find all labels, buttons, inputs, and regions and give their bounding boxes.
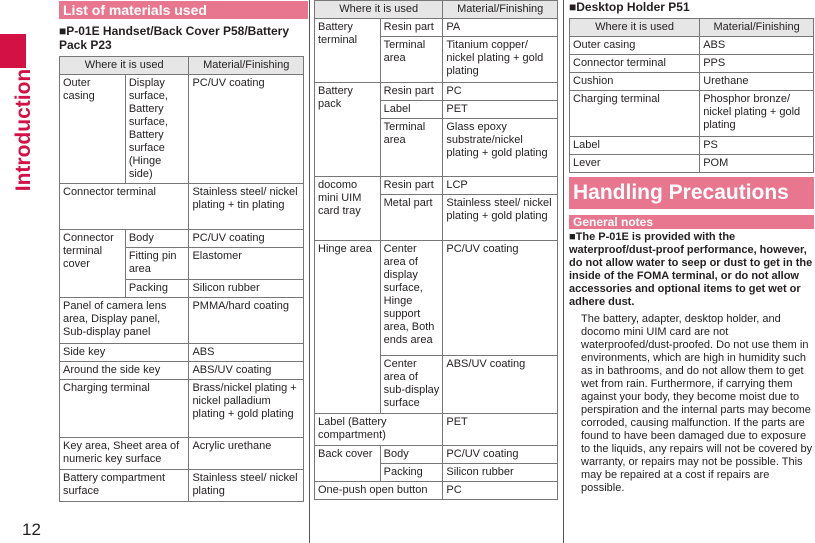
cell: Hinge area [315, 241, 381, 414]
cell: ABS [189, 344, 304, 362]
cell: POM [700, 155, 814, 173]
table-row [60, 298, 304, 344]
section-tab-marker [0, 34, 26, 68]
cell: Packing [380, 464, 443, 482]
cell: Fitting pin area [125, 248, 189, 280]
cell: PET [443, 101, 558, 119]
column-divider [563, 0, 564, 543]
table-row [315, 177, 558, 195]
cell: PC/UV coating [443, 446, 558, 464]
cell: Acrylic urethane [189, 438, 304, 470]
column-header: Where it is used [315, 1, 443, 19]
materials-title: List of materials used [59, 1, 308, 19]
cell: Connector terminal [570, 55, 700, 73]
cell: Phosphor bronze/ nickel plating + gold plating [700, 91, 814, 137]
cell: Body [125, 230, 189, 248]
desktop-holder-heading: ■Desktop Holder P51 [569, 0, 690, 14]
cell: ABS/UV coating [189, 362, 304, 380]
table-row [60, 470, 304, 502]
cell: PS [700, 137, 814, 155]
cell: ABS/UV coating [443, 356, 558, 414]
table-row [570, 155, 814, 173]
table-row [60, 438, 304, 470]
table-header-row [60, 57, 304, 75]
cell: Brass/nickel plating + nickel palladium plating + gold plating [189, 380, 304, 438]
cell: ABS [700, 37, 814, 55]
cell: PMMA/hard coating [189, 298, 304, 344]
cell: Back cover [315, 446, 381, 482]
cell: PC/UV coating [189, 75, 304, 184]
cell: Stainless steel/ nickel plating + gold plating [443, 195, 558, 241]
cell: Center area of display surface, Hinge support area, Both ends area [380, 241, 443, 356]
page-number: 12 [22, 520, 41, 539]
cell: PC/UV coating [189, 230, 304, 248]
cell: Cushion [570, 73, 700, 91]
p01e-materials-table-continued [314, 0, 558, 500]
cell: Lever [570, 155, 700, 173]
cell: Body [380, 446, 443, 464]
cell: Center area of sub-display surface [380, 356, 443, 414]
cell: Resin part [380, 19, 443, 37]
cell: Stainless steel/ nickel plating + tin plating [189, 184, 304, 230]
column-divider [309, 0, 310, 543]
table-row [315, 482, 558, 500]
cell: Side key [60, 344, 189, 362]
cell: PET [443, 414, 558, 446]
table-header-row [570, 19, 814, 37]
table-row [570, 55, 814, 73]
cell: Terminal area [380, 119, 443, 177]
cell: Resin part [380, 177, 443, 195]
cell: Label [570, 137, 700, 155]
cell: Label [380, 101, 443, 119]
cell: One-push open button [315, 482, 443, 500]
p01e-heading: ■P-01E Handset/Back Cover P58/Battery Pack P23 [59, 24, 290, 52]
table-row [315, 19, 558, 37]
table-row [570, 91, 814, 137]
cell: PC/UV coating [443, 241, 558, 356]
cell: Battery compartment surface [60, 470, 189, 502]
cell: Resin part [380, 83, 443, 101]
table-row [315, 446, 558, 464]
table-row [60, 75, 304, 184]
cell: Key area, Sheet area of numeric key surface [60, 438, 189, 470]
cell: Charging terminal [60, 380, 189, 438]
cell: Glass epoxy substrate/nickel plating + gold plating [443, 119, 558, 177]
cell: Packing [125, 280, 189, 298]
cell: LCP [443, 177, 558, 195]
cell: Urethane [700, 73, 814, 91]
table-row [315, 83, 558, 101]
table-row [60, 184, 304, 230]
cell: Battery pack [315, 83, 381, 177]
table-row [315, 241, 558, 356]
cell: PA [443, 19, 558, 37]
cell: Titanium copper/ nickel plating + gold plating [443, 37, 558, 83]
cell: Panel of camera lens area, Display panel, Sub-display panel [60, 298, 189, 344]
p01e-materials-table [59, 56, 304, 502]
cell: PPS [700, 55, 814, 73]
general-notes-subtitle: General notes [569, 215, 814, 229]
column-header: Material/Finishing [443, 1, 558, 19]
cell: Label (Battery compartment) [315, 414, 443, 446]
precaution-bold-text: ■The P-01E is provided with the waterproof/dust-proof performance, however, do not allow water to seep or dust to get in the inside of the FOMA terminal, or do not allow accessories and optional items to get wet or adhere dust. [569, 231, 813, 308]
cell: Outer casing [60, 75, 126, 184]
desktop-holder-table [569, 18, 814, 173]
cell: Metal part [380, 195, 443, 241]
table-row [60, 380, 304, 438]
precaution-body-text: The battery, adapter, desktop holder, and docomo mini UIM card are not waterproofed/dust-proofed. Do not use them in environments, which are high in humidity such as in bathrooms, and do not allow them to get wet from rain. Furthermore, if carrying them against your body, they become moist due to perspiration and the internal parts may become corroded, causing malfunction. If the parts are found to have been damaged due to exposure to the liquids, any repairs will not be covered by warranty, or repairs may not be possible. This may be repaired at a cost if repairs are possible. [581, 313, 813, 494]
cell: Connector terminal [60, 184, 189, 230]
cell: Charging terminal [570, 91, 700, 137]
cell: Display surface, Battery surface, Battery surface (Hinge side) [125, 75, 189, 184]
table-row [570, 73, 814, 91]
cell: Outer casing [570, 37, 700, 55]
column-header: Where it is used [570, 19, 700, 37]
table-row [60, 344, 304, 362]
cell: Elastomer [189, 248, 304, 280]
cell: docomo mini UIM card tray [315, 177, 381, 241]
column-header: Material/Finishing [700, 19, 814, 37]
cell: Silicon rubber [443, 464, 558, 482]
cell: Terminal area [380, 37, 443, 83]
cell: Silicon rubber [189, 280, 304, 298]
table-row [570, 137, 814, 155]
column-header: Where it is used [60, 57, 189, 75]
cell: PC [443, 83, 558, 101]
cell: Battery terminal [315, 19, 381, 83]
table-header-row [315, 1, 558, 19]
cell: PC [443, 482, 558, 500]
cell: Around the side key [60, 362, 189, 380]
table-row [60, 230, 304, 248]
table-row [315, 414, 558, 446]
table-row [570, 37, 814, 55]
column-header: Material/Finishing [189, 57, 304, 75]
handling-precautions-title: Handling Precautions [569, 177, 814, 209]
table-row [60, 362, 304, 380]
cell: Stainless steel/ nickel plating [189, 470, 304, 502]
cell: Connector terminal cover [60, 230, 126, 298]
